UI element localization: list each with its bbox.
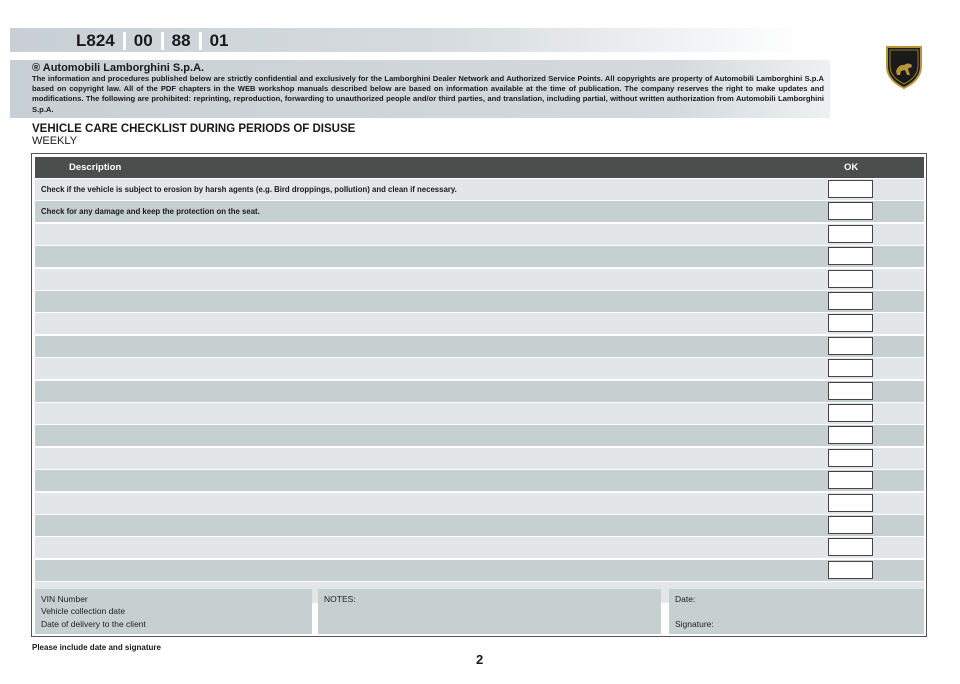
ok-checkbox[interactable] bbox=[828, 404, 873, 422]
ok-checkbox[interactable] bbox=[828, 180, 873, 198]
checklist-row bbox=[35, 560, 924, 581]
copyright-title: ® Automobili Lamborghini S.p.A. bbox=[32, 62, 205, 74]
ok-column-header: OK bbox=[844, 162, 859, 173]
checklist-row bbox=[35, 425, 924, 446]
checklist-row bbox=[35, 246, 924, 267]
checklist-row bbox=[35, 201, 924, 222]
code-separator bbox=[161, 32, 164, 50]
checklist-row bbox=[35, 381, 924, 402]
checklist-row bbox=[35, 336, 924, 357]
checklist-row bbox=[35, 179, 924, 200]
document-subtitle: WEEKLY bbox=[32, 135, 78, 147]
collection-date-label: Vehicle collection date bbox=[41, 606, 126, 616]
ok-checkbox[interactable] bbox=[828, 449, 873, 467]
description-column-header: Description bbox=[69, 162, 122, 173]
document-code bbox=[70, 30, 235, 52]
copyright-text: The information and procedures published below are strictly confidential and exclusively for the Lamborghini Dealer Network and Authorized Service Points. All copyrights are property of Automobili Lamborghini S.p.A based on copyright law. All of the PDF chapters in the WEB workshop manuals described below are based on information available at the time of publication. The company reserves the right to make updates and modifications. The following are prohibited: reprinting, reproduction, forwarding to unauthorized people and/or third parties, and translation, including partial, without written authorization from Automobili Lamborghini S.p.A. bbox=[32, 74, 824, 114]
ok-checkbox[interactable] bbox=[828, 359, 873, 377]
checklist-row bbox=[35, 515, 924, 536]
code-segment-group: 00 bbox=[133, 31, 153, 50]
date-label: Date: bbox=[675, 594, 696, 604]
code-segment-section: 88 bbox=[171, 31, 191, 50]
code-segment-model: L824 bbox=[76, 31, 115, 50]
signature-label: Signature: bbox=[675, 619, 714, 629]
ok-checkbox[interactable] bbox=[828, 247, 873, 265]
ok-checkbox[interactable] bbox=[828, 561, 873, 579]
checklist-row bbox=[35, 224, 924, 245]
ok-checkbox[interactable] bbox=[828, 292, 873, 310]
ok-checkbox[interactable] bbox=[828, 314, 873, 332]
ok-checkbox[interactable] bbox=[828, 538, 873, 556]
checklist-item-description: Check for any damage and keep the protection on the seat. bbox=[41, 207, 260, 217]
ok-checkbox[interactable] bbox=[828, 516, 873, 534]
ok-checkbox[interactable] bbox=[828, 494, 873, 512]
ok-checkbox[interactable] bbox=[828, 426, 873, 444]
checklist-row bbox=[35, 403, 924, 424]
ok-checkbox[interactable] bbox=[828, 270, 873, 288]
checklist-header bbox=[35, 157, 924, 178]
page-number: 2 bbox=[476, 652, 484, 667]
code-segment-page: 01 bbox=[209, 31, 229, 50]
vehicle-info-box bbox=[35, 589, 312, 634]
delivery-date-label: Date of delivery to the client bbox=[41, 619, 146, 629]
checklist-row bbox=[35, 269, 924, 290]
ok-checkbox[interactable] bbox=[828, 382, 873, 400]
checklist-row bbox=[35, 470, 924, 491]
ok-checkbox[interactable] bbox=[828, 471, 873, 489]
code-separator bbox=[123, 32, 126, 50]
vin-number-label: VIN Number bbox=[41, 594, 88, 604]
ok-checkbox[interactable] bbox=[828, 337, 873, 355]
date-signature-note: Please include date and signature bbox=[32, 643, 161, 652]
ok-checkbox[interactable] bbox=[828, 225, 873, 243]
notes-box[interactable] bbox=[318, 589, 661, 634]
ok-checkbox[interactable] bbox=[828, 202, 873, 220]
lamborghini-shield-logo-icon bbox=[884, 44, 924, 90]
notes-label: NOTES: bbox=[324, 594, 356, 604]
checklist-row bbox=[35, 537, 924, 558]
checklist-row bbox=[35, 313, 924, 334]
document-title: VEHICLE CARE CHECKLIST DURING PERIODS OF DISUSE bbox=[32, 123, 356, 135]
code-separator bbox=[199, 32, 202, 50]
checklist-row bbox=[35, 291, 924, 312]
date-signature-box[interactable] bbox=[669, 589, 924, 634]
checklist-row bbox=[35, 493, 924, 514]
checklist-row bbox=[35, 448, 924, 469]
checklist-item-description: Check if the vehicle is subject to erosion by harsh agents (e.g. Bird droppings, pollution) and clean if necessary. bbox=[41, 185, 457, 194]
checklist-row bbox=[35, 358, 924, 379]
